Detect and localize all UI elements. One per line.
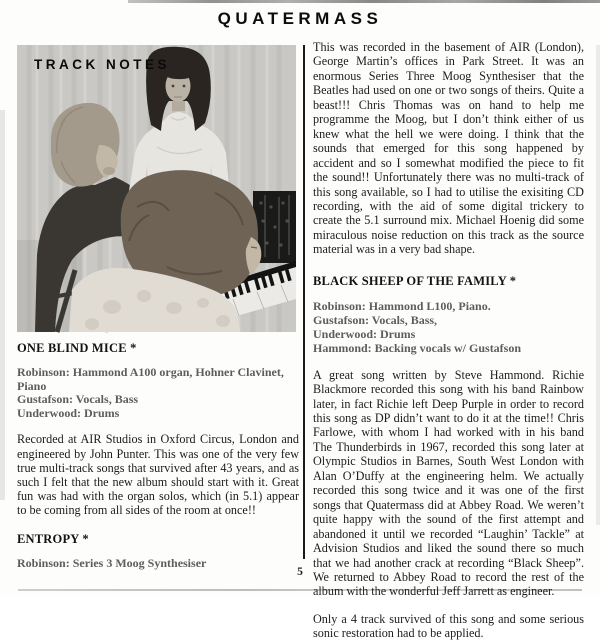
credit-line: Underwood: Drums (17, 405, 120, 420)
left-column (17, 341, 299, 570)
right-scan-edge (596, 45, 600, 525)
credit-line: Robinson: Hammond A100 organ, Hohner Clavinet, Piano (17, 365, 284, 393)
credit-line: Underwood: Drums (313, 327, 416, 342)
track-heading-entropy: ENTROPY * (17, 531, 89, 546)
left-scan-edge (0, 110, 5, 500)
credit-line: Robinson: Series 3 Moog Synthesiser (17, 555, 207, 570)
credit-line: Hammond: Backing vocals w/ Gustafson (313, 341, 522, 356)
credit-line: Gustafson: Vocals, Bass (17, 392, 139, 407)
postscript-paragraph: Only a 4 track survived of this song and some serious sonic restoration had to be applied. (313, 611, 584, 641)
photo-track-notes-label: TRACK NOTES (34, 57, 170, 72)
track-body: A great song written by Steve Hammond. Richie Blackmore recorded this song with his band Rainbow later, in fact Richie left Deep Purple in order to record this song as DP didn’t want to do it at the time!! Chris Farlowe, with whom I had worked with in his band The Thunderbirds in 1967, recorded this song later at Olympic Studios in Barnes, South West London with Alan O’Duffy at the engineering helm. We actually recorded this song twice and it was one of the first songs that Quatermass did at Abbey Road. We weren’t quite happy with the sound of the first attempt and abandoned it until we recorded “Laughin’ Tackle” at Advision Studios and liked the sound there so much that we had another crack at recording “Black Sheep”. We returned to Abbey Road to record the rest of the album with the wonderful Jeff Jarrett as engineer. (313, 367, 584, 599)
track-heading-black-sheep: BLACK SHEEP OF THE FAMILY * (313, 273, 517, 288)
top-scan-edge (128, 0, 600, 3)
credit-line: Robinson: Hammond L100, Piano. (313, 298, 491, 313)
track-credits (17, 366, 299, 420)
band-photo-illustration (17, 45, 296, 332)
intro-paragraph: This was recorded in the basement of AIR (London), George Martin’s offices in Park Street. It was an enormous Series Three Moog Synthesiser that the Beatles had used on one or two songs of theirs. Quite a beast!!! Chris Thomas was on hand to help me programme the Moog, but I don’t think either of us knew what the hell we were doing. I think that the sounds that emerged for this song happened by accident and so I somewhat modified the piece to fit the sound!! Unfortunately there was no multi-track of this song available, so I had to utilise the exisiting CD recording, with the aid of some digital trickery to create the 5.1 surround mix. Michael Hoenig did some miraculous noise reduction on this track as the source material was in a very bad shape. (313, 40, 584, 257)
track-heading-one-blind-mice: ONE BLIND MICE * (17, 341, 137, 355)
right-column (313, 40, 584, 641)
page-number: 5 (297, 566, 303, 578)
credit-line: Gustafson: Vocals, Bass, (313, 313, 438, 327)
column-divider (303, 45, 305, 559)
track-credits (313, 299, 584, 356)
page-title: QUATERMASS (217, 9, 383, 28)
band-photo (17, 45, 296, 332)
track-body: Recorded at AIR Studios in Oxford Circus, London and engineered by John Punter. This was one of the very few true multi-track songs that survived after 43 years, and as such I felt that the new album should start with it. Great fun was had with the organ solos, which (in 5.1) appear to be coming from all sides of the room at once!! (17, 432, 299, 518)
